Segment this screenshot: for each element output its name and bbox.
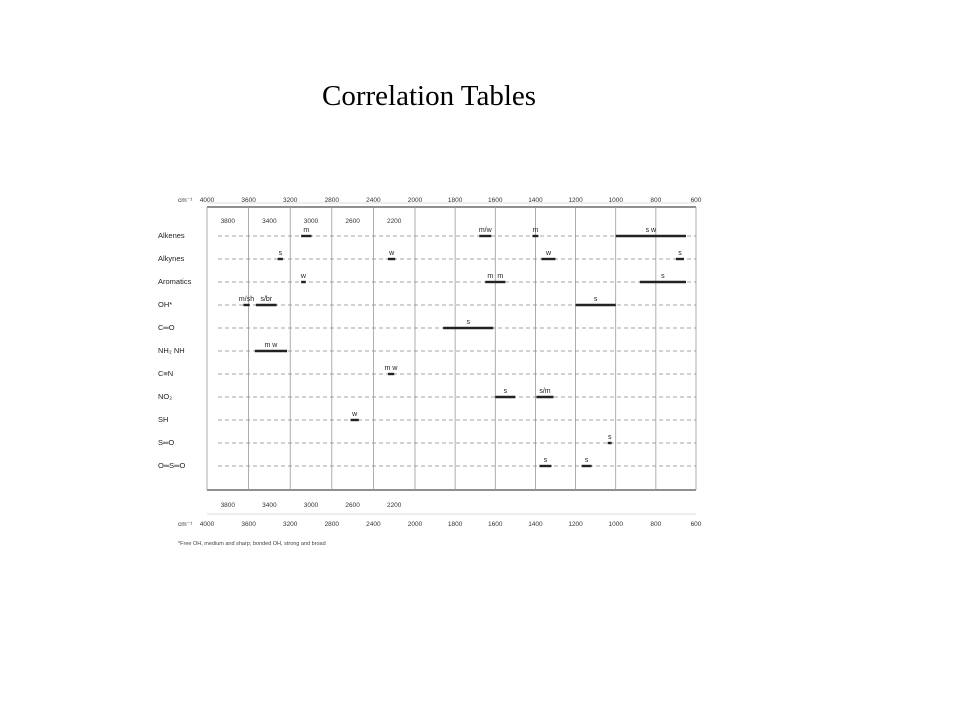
band-intensity-label: m (532, 227, 539, 234)
major-tick-label-bottom: 1200 (568, 521, 583, 528)
major-tick-label-bottom: 2800 (324, 521, 340, 528)
minor-tick-label-top: 3000 (303, 218, 319, 225)
major-tick-label-bottom: 4000 (199, 521, 215, 528)
band-intensity-label: m (303, 227, 310, 234)
group-label: Alkenes (158, 231, 185, 240)
absorption-bands (239, 227, 686, 466)
band-intensity-label: s (278, 250, 283, 257)
group-label: Alkynes (158, 254, 185, 263)
major-tick-label-bottom: 600 (690, 521, 702, 528)
major-tick-label-top: 1200 (568, 197, 583, 204)
group-label: Aromatics (158, 277, 192, 286)
major-tick-label-top: 2400 (366, 197, 381, 204)
band-intensity-label: s (466, 319, 470, 326)
major-tick-label-bottom: 800 (650, 521, 662, 528)
band-intensity-label: s w (645, 227, 657, 234)
band-intensity-label: m/sh (238, 296, 255, 303)
band-intensity-label: w (300, 273, 306, 280)
major-tick-label-bottom: 3600 (241, 521, 256, 528)
chart-footnote: *Free OH, medium and sharp; bonded OH, strong and broad (178, 541, 326, 547)
major-tick-label-top: 2800 (324, 197, 340, 204)
band-intensity-label: w (545, 250, 552, 257)
group-label: S═O (158, 438, 175, 447)
major-tick-label-top: 3200 (282, 197, 298, 204)
minor-tick-label-bottom: 3400 (262, 502, 277, 509)
minor-tick-label-bottom: 2600 (345, 502, 360, 509)
major-tick-label-bottom: 1400 (528, 521, 543, 528)
band-intensity-label: s (607, 434, 612, 441)
minor-tick-label-top: 3400 (262, 218, 277, 225)
band-intensity-label: s (661, 273, 665, 280)
band-intensity-label: m w (264, 342, 278, 349)
minor-tick-label-top: 3800 (220, 218, 236, 225)
major-tick-label-top: 2000 (407, 197, 423, 204)
group-label: SH (158, 415, 169, 424)
band-intensity-label: m/w (478, 227, 492, 234)
major-tick-label-bottom: 1000 (608, 521, 623, 528)
group-label: O═S═O (158, 461, 186, 470)
band-intensity-label: s (503, 388, 508, 395)
minor-tick-label-top: 2200 (386, 218, 402, 225)
major-tick-label-top: 1400 (528, 197, 543, 204)
minor-tick-label-bottom: 3000 (303, 502, 319, 509)
band-intensity-label: m w (384, 365, 398, 372)
major-tick-label-top: 3600 (241, 197, 256, 204)
group-label: NH₂ NH (158, 346, 185, 355)
major-tick-label-top: 1600 (488, 197, 503, 204)
major-tick-label-bottom: 1800 (447, 521, 463, 528)
major-tick-label-top: 4000 (199, 197, 215, 204)
band-intensity-label: s (543, 457, 548, 464)
band-intensity-label: s (584, 457, 589, 464)
axis-ticks (200, 197, 702, 528)
group-label: OH* (158, 300, 173, 309)
group-label: NO₂ (158, 392, 173, 401)
axis-unit-bottom: cm⁻¹ (178, 521, 193, 528)
major-tick-label-bottom: 2000 (407, 521, 423, 528)
band-intensity-label: s/br (260, 296, 273, 303)
major-tick-label-top: 1000 (608, 197, 623, 204)
minor-tick-label-bottom: 3800 (220, 502, 236, 509)
minor-tick-label-top: 2600 (345, 218, 360, 225)
minor-tick-label-bottom: 2200 (386, 502, 402, 509)
major-tick-label-bottom: 2400 (366, 521, 381, 528)
group-label: C≡N (158, 369, 174, 378)
slide-title: Correlation Tables (322, 80, 537, 112)
major-tick-label-top: 600 (690, 197, 702, 204)
band-intensity-label: s/m (539, 388, 551, 395)
band-intensity-label: s (678, 250, 682, 257)
group-rows (158, 231, 696, 470)
major-tick-label-bottom: 3200 (282, 521, 298, 528)
major-tick-label-top: 1800 (447, 197, 463, 204)
band-intensity-label: s (593, 296, 598, 303)
major-tick-label-bottom: 1600 (488, 521, 503, 528)
band-intensity-label: m (487, 273, 494, 280)
band-intensity-label: w (352, 411, 358, 418)
group-label: C═O (158, 323, 175, 332)
major-tick-label-top: 800 (650, 197, 662, 204)
band-intensity-label: m (497, 273, 504, 280)
axis-unit-top: cm⁻¹ (178, 197, 193, 204)
band-intensity-label: w (389, 250, 395, 257)
